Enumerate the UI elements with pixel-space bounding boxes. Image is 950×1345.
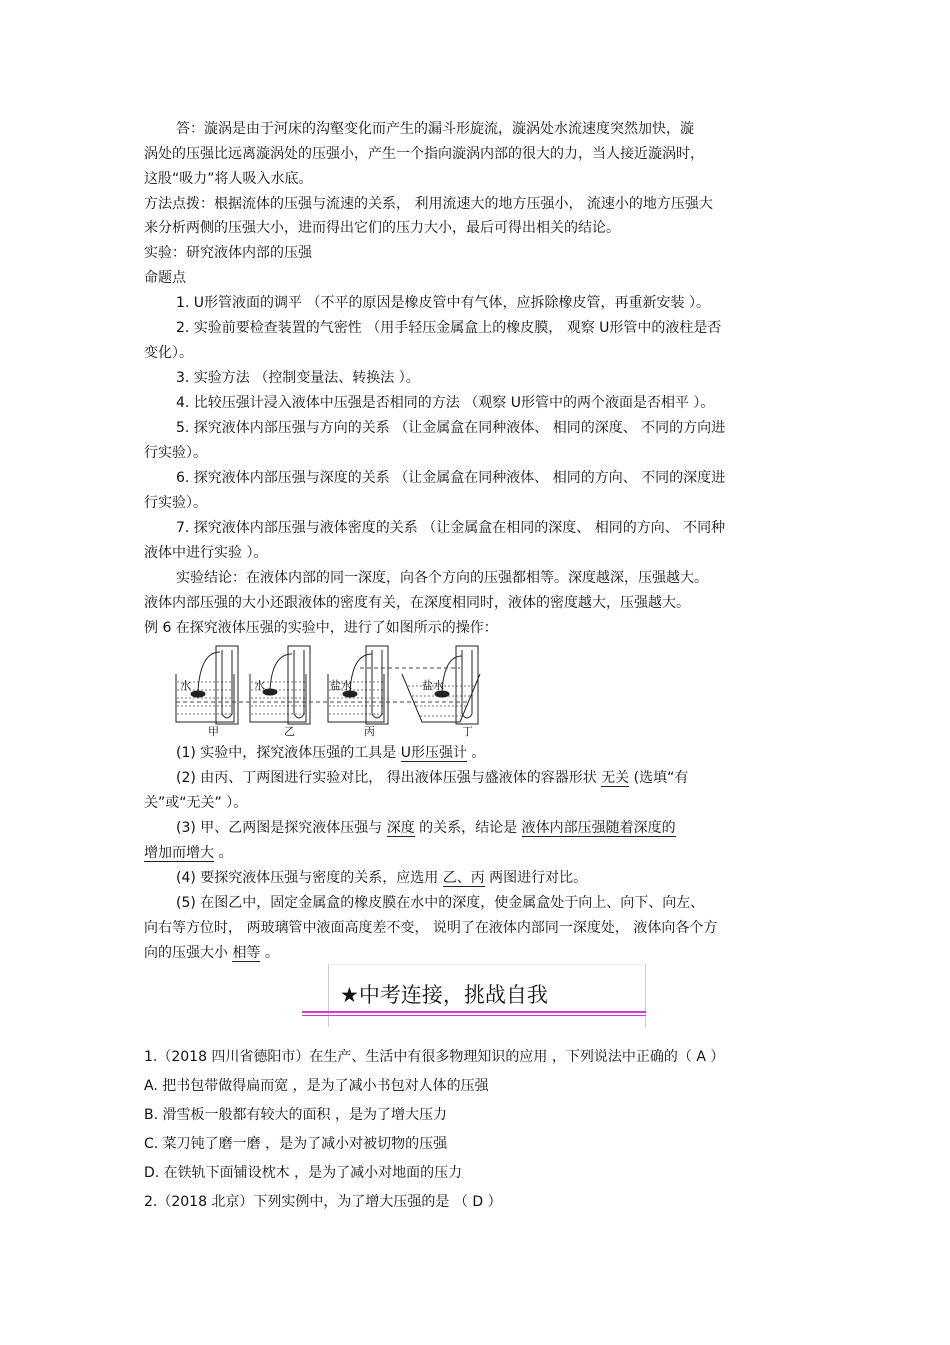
example-q4-text: (4) 要探究液体压强与密度的关系，应选用: [176, 870, 443, 886]
example-q5: (5) 在图乙中，固定金属盒的橡皮膜在水中的深度，使金属盒处于向上、向下、向左、: [176, 895, 705, 911]
example-q1-end: 。: [466, 745, 486, 761]
banner-rule-thin: [302, 1015, 646, 1016]
example-q5-end: 。: [260, 945, 279, 961]
figure-liquid-jia: 水: [180, 679, 191, 692]
example-q3-mid: 的关系，结论是: [414, 820, 522, 836]
figure-label-bing: 丙: [364, 725, 375, 738]
conclusion-line-1: 实验结论：在液体内部的同一深度，向各个方向的压强都相等。深度越深，压强越大。: [176, 570, 708, 586]
example-q3-answer-2: 液体内部压强随着深度的: [521, 820, 676, 836]
point-2-cont: 变化）。: [144, 345, 193, 361]
example-q3-answer-1: 深度: [386, 820, 415, 836]
point-6-cont: 行实验）。: [144, 495, 207, 511]
point-4: 4. 比较压强计浸入液体中压强是否相同的方法 （观察 U形管中的两个液面是否相平 ）。: [176, 395, 715, 411]
conclusion-line-2: 液体内部压强的大小还跟液体的密度有关，在深度相同时，液体的密度越大，压强越大。: [144, 595, 690, 611]
figure-label-ding: 丁: [462, 725, 473, 738]
section-banner: [302, 964, 646, 1026]
example-q5-cont: 向右等方位时， 两玻璃管中液面高度差不变， 说明了在液体内部同一深度处， 液体向各个方: [144, 920, 718, 936]
pressure-experiment-figure: [170, 642, 510, 738]
point-7: 7. 探究液体内部压强与液体密度的关系 （让金属盒在相同的深度、 相同的方向、 不同种: [176, 520, 726, 536]
point-5: 5. 探究液体内部压强与方向的关系 （让金属盒在同种液体、 相同的深度、 不同的方向进: [176, 420, 726, 436]
point-3: 3. 实验方法 （控制变量法、转换法 ）。: [176, 370, 420, 386]
experiment-title: 实验：研究液体内部的压强: [144, 245, 312, 261]
figure-liquid-bing: 盐水: [330, 679, 352, 692]
question-1-option-d: D. 在铁轨下面铺设枕木 ，是为了减小对地面的压力: [144, 1165, 463, 1181]
answer-line-3: 这股“吸力”将人吸入水底。: [144, 171, 313, 187]
question-1-option-b: B. 滑雪板一般都有较大的面积 ，是为了增大压力: [144, 1107, 447, 1123]
example-q1: [176, 744, 485, 762]
example-q1-text: (1) 实验中，探究液体压强的工具是: [176, 745, 401, 761]
example-q2-end: (选填“有: [629, 770, 689, 786]
example-q2-cont: 关”或“无关” ）。: [144, 795, 248, 811]
point-6: 6. 探究液体内部压强与深度的关系 （让金属盒在同种液体、 相同的方向、 不同的深度进: [176, 470, 726, 486]
example-q3-cont: [144, 844, 232, 862]
example-title: 例 6 在探究液体压强的实验中，进行了如图所示的操作：: [144, 620, 498, 636]
example-q5-answer: 相等: [232, 945, 261, 961]
figure-label-jia: 甲: [208, 725, 219, 738]
example-q3-answer-2b: 增加而增大: [144, 845, 214, 861]
example-q4-end: 两图进行对比。: [484, 870, 588, 886]
example-q2-text: (2) 由丙、丁两图进行实验对比， 得出液体压强与盛液体的容器形状: [176, 770, 602, 786]
example-q3-end: 。: [214, 845, 233, 861]
figure-label-yi: 乙: [284, 725, 295, 738]
point-2: 2. 实验前要检查装置的气密性 （用手轻压金属盒上的橡皮膜， 观察 U形管中的液柱是否: [176, 320, 722, 336]
example-q1-answer: U形压强计: [400, 745, 467, 761]
example-q3-text: (3) 甲、乙两图是探究液体压强与: [176, 820, 387, 836]
example-q5-text: 向的压强大小: [144, 945, 233, 961]
question-2-stem: 2.（2018 北京）下列实例中，为了增大压强的是 （ D ）: [144, 1194, 502, 1210]
example-q4: [176, 869, 587, 887]
question-1-option-a: A. 把书包带做得扁而宽 ，是为了减小书包对人体的压强: [144, 1078, 489, 1094]
answer-line-1: 答：漩涡是由于河床的沟壑变化而产生的漏斗形旋流，漩涡处水流速度突然加快，漩: [176, 121, 694, 137]
method-line-1: 方法点拨：根据流体的压强与流速的关系， 利用流速大的地方压强小， 流速小的地方压强大: [144, 196, 713, 212]
point-1: 1. U形管液面的调平 （不平的原因是橡皮管中有气体，应拆除橡皮管，再重新安装 ）。: [176, 295, 710, 311]
example-q5-end-line: [144, 944, 279, 962]
banner-title: ★中考连接，挑战自我: [340, 983, 548, 1007]
example-q3: [176, 819, 676, 837]
question-1-stem: 1.（2018 四川省德阳市）在生产、生活中有很多物理知识的应用 ，下列说法中正确的（ A ）: [144, 1049, 725, 1065]
banner-rule: [302, 1011, 646, 1013]
figure-liquid-ding: 盐水: [422, 679, 444, 692]
example-q4-answer: 乙、丙: [442, 870, 485, 886]
point-5-cont: 行实验）。: [144, 445, 207, 461]
point-7-cont: 液体中进行实验 ）。: [144, 545, 268, 561]
example-q2: [176, 769, 688, 787]
method-line-2: 来分析两侧的压强大小，进而得出它们的压力大小，最后可得出相关的结论。: [144, 220, 620, 236]
figure-liquid-yi: 水: [254, 679, 265, 692]
topic-label: 命题点: [144, 270, 186, 286]
answer-line-2: 涡处的压强比远离漩涡处的压强小，产生一个指向漩涡内部的很大的力，当人接近漩涡时，: [144, 146, 704, 162]
example-q2-answer: 无关: [601, 770, 630, 786]
question-1-option-c: C. 菜刀钝了磨一磨 ，是为了减小对被切物的压强: [144, 1136, 448, 1152]
